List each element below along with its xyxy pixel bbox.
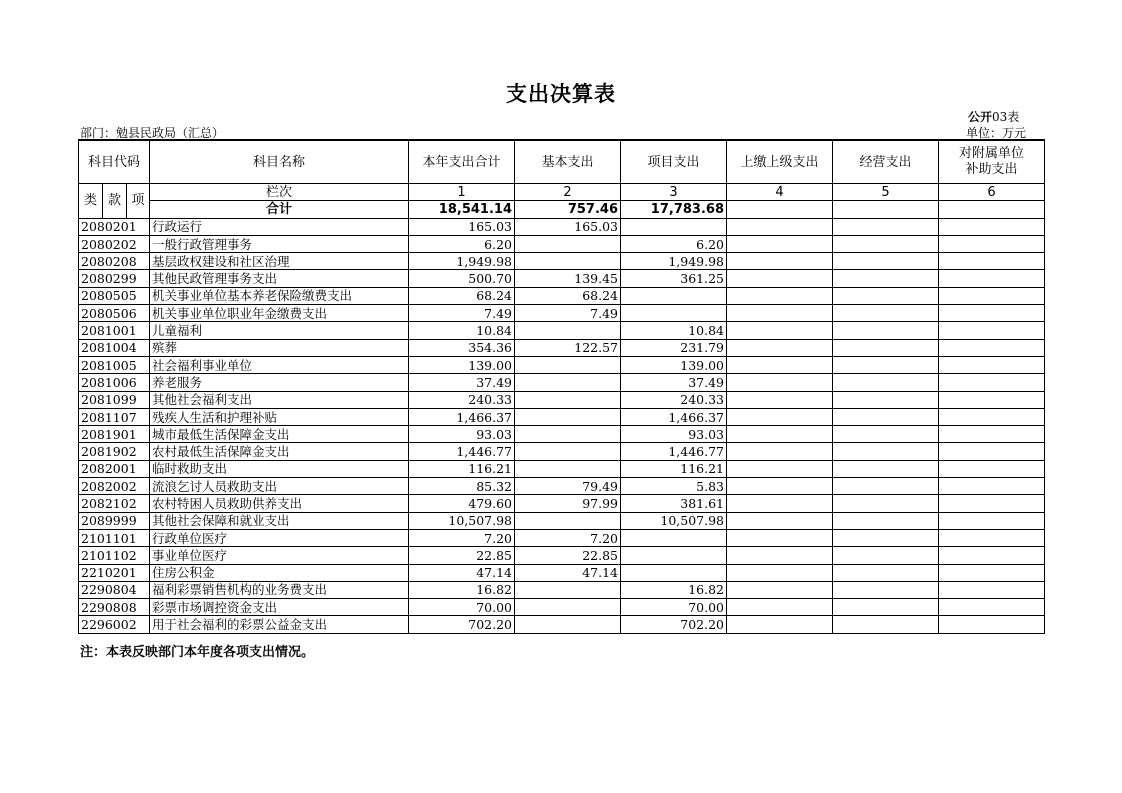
col-index-1: 1 <box>409 184 515 201</box>
row-basic: 139.45 <box>515 270 621 287</box>
row-basic <box>515 443 621 460</box>
row-project: 37.49 <box>621 374 727 391</box>
row-name: 流浪乞讨人员救助支出 <box>150 478 409 495</box>
column-index-row <box>79 184 1045 201</box>
row-project: 93.03 <box>621 426 727 443</box>
row-name: 住房公积金 <box>150 564 409 581</box>
row-subsidy <box>939 460 1045 477</box>
row-total: 354.36 <box>409 339 515 356</box>
col-index-4: 4 <box>727 184 833 201</box>
header-total: 本年支出合计 <box>409 140 515 184</box>
total-upper <box>727 201 833 218</box>
row-subsidy <box>939 235 1045 252</box>
row-subsidy <box>939 287 1045 304</box>
row-business <box>833 581 939 598</box>
row-business <box>833 529 939 546</box>
row-total: 116.21 <box>409 460 515 477</box>
row-project: 116.21 <box>621 460 727 477</box>
col-index-5: 5 <box>833 184 939 201</box>
row-subsidy <box>939 322 1045 339</box>
row-upper <box>727 599 833 616</box>
row-business <box>833 339 939 356</box>
table-row <box>79 478 1045 495</box>
header-business: 经营支出 <box>833 140 939 184</box>
row-code: 2081099 <box>79 391 150 408</box>
row-basic <box>515 356 621 373</box>
row-upper <box>727 478 833 495</box>
row-business <box>833 599 939 616</box>
row-code: 2101102 <box>79 547 150 564</box>
form-number-suffix: 03表 <box>992 110 1020 124</box>
table-row <box>79 495 1045 512</box>
row-business <box>833 426 939 443</box>
row-subsidy <box>939 339 1045 356</box>
row-project: 1,446.77 <box>621 443 727 460</box>
row-subsidy <box>939 356 1045 373</box>
row-code: 2081001 <box>79 322 150 339</box>
row-upper <box>727 235 833 252</box>
header-subsidy <box>939 140 1045 184</box>
header-lanci: 栏次 <box>150 184 409 201</box>
row-name: 一般行政管理事务 <box>150 235 409 252</box>
row-upper <box>727 374 833 391</box>
row-code: 2101101 <box>79 529 150 546</box>
row-business <box>833 460 939 477</box>
row-subsidy <box>939 581 1045 598</box>
row-total: 10.84 <box>409 322 515 339</box>
row-business <box>833 235 939 252</box>
row-basic: 97.99 <box>515 495 621 512</box>
row-subsidy <box>939 443 1045 460</box>
row-upper <box>727 356 833 373</box>
row-upper <box>727 443 833 460</box>
row-name: 行政运行 <box>150 218 409 235</box>
row-business <box>833 356 939 373</box>
row-basic: 22.85 <box>515 547 621 564</box>
row-upper <box>727 287 833 304</box>
total-label: 合计 <box>150 201 409 218</box>
table-body <box>79 218 1045 633</box>
row-basic <box>515 426 621 443</box>
footnote: 注：本表反映部门本年度各项支出情况。 <box>80 645 315 660</box>
row-total: 1,446.77 <box>409 443 515 460</box>
header-basic: 基本支出 <box>515 140 621 184</box>
row-name: 城市最低生活保障金支出 <box>150 426 409 443</box>
row-basic: 122.57 <box>515 339 621 356</box>
row-basic: 47.14 <box>515 564 621 581</box>
row-code: 2080208 <box>79 253 150 270</box>
table-row <box>79 512 1045 529</box>
row-business <box>833 547 939 564</box>
row-subsidy <box>939 564 1045 581</box>
row-name: 残疾人生活和护理补贴 <box>150 408 409 425</box>
row-project <box>621 218 727 235</box>
row-name: 其他社会保障和就业支出 <box>150 512 409 529</box>
row-total: 10,507.98 <box>409 512 515 529</box>
table-row <box>79 235 1045 252</box>
row-business <box>833 564 939 581</box>
row-business <box>833 322 939 339</box>
total-subsidy <box>939 201 1045 218</box>
header-upper: 上缴上级支出 <box>727 140 833 184</box>
row-subsidy <box>939 547 1045 564</box>
row-subsidy <box>939 512 1045 529</box>
row-project: 6.20 <box>621 235 727 252</box>
row-upper <box>727 305 833 322</box>
row-subsidy <box>939 408 1045 425</box>
row-project <box>621 564 727 581</box>
row-total: 6.20 <box>409 235 515 252</box>
row-upper <box>727 581 833 598</box>
row-total: 22.85 <box>409 547 515 564</box>
row-upper <box>727 391 833 408</box>
row-total: 1,949.98 <box>409 253 515 270</box>
row-name: 临时救助支出 <box>150 460 409 477</box>
row-name: 农村最低生活保障金支出 <box>150 443 409 460</box>
row-upper <box>727 547 833 564</box>
row-name: 福利彩票销售机构的业务费支出 <box>150 581 409 598</box>
row-business <box>833 374 939 391</box>
row-upper <box>727 253 833 270</box>
table-row <box>79 599 1045 616</box>
row-subsidy <box>939 478 1045 495</box>
row-basic <box>515 322 621 339</box>
header-lei: 类 <box>79 184 103 219</box>
row-name: 事业单位医疗 <box>150 547 409 564</box>
row-upper <box>727 512 833 529</box>
row-subsidy <box>939 616 1045 633</box>
row-subsidy <box>939 426 1045 443</box>
row-business <box>833 478 939 495</box>
table-row <box>79 426 1045 443</box>
row-total: 1,466.37 <box>409 408 515 425</box>
header-subsidy-line1: 对附属单位 <box>958 146 1024 161</box>
row-name: 机关事业单位职业年金缴费支出 <box>150 305 409 322</box>
table-row <box>79 253 1045 270</box>
row-project: 381.61 <box>621 495 727 512</box>
row-total: 240.33 <box>409 391 515 408</box>
row-basic <box>515 460 621 477</box>
row-total: 68.24 <box>409 287 515 304</box>
total-basic: 757.46 <box>515 201 621 218</box>
row-project: 10.84 <box>621 322 727 339</box>
row-code: 2290808 <box>79 599 150 616</box>
col-index-2: 2 <box>515 184 621 201</box>
table-row <box>79 408 1045 425</box>
table-row <box>79 356 1045 373</box>
row-business <box>833 408 939 425</box>
row-business <box>833 443 939 460</box>
row-total: 165.03 <box>409 218 515 235</box>
row-business <box>833 253 939 270</box>
row-basic: 68.24 <box>515 287 621 304</box>
row-name: 殡葬 <box>150 339 409 356</box>
total-project: 17,783.68 <box>621 201 727 218</box>
row-code: 2089999 <box>79 512 150 529</box>
table-row <box>79 443 1045 460</box>
table-row <box>79 270 1045 287</box>
row-code: 2296002 <box>79 616 150 633</box>
row-project <box>621 529 727 546</box>
row-business <box>833 287 939 304</box>
row-upper <box>727 408 833 425</box>
row-upper <box>727 339 833 356</box>
row-total: 500.70 <box>409 270 515 287</box>
row-project: 1,466.37 <box>621 408 727 425</box>
row-code: 2080299 <box>79 270 150 287</box>
department-label: 部门：勉县民政局（汇总） <box>80 126 225 140</box>
row-total: 479.60 <box>409 495 515 512</box>
row-total: 37.49 <box>409 374 515 391</box>
row-business <box>833 391 939 408</box>
row-subsidy <box>939 253 1045 270</box>
row-name: 社会福利事业单位 <box>150 356 409 373</box>
table-row <box>79 391 1045 408</box>
row-project <box>621 305 727 322</box>
row-project <box>621 287 727 304</box>
row-basic <box>515 253 621 270</box>
table-row <box>79 287 1045 304</box>
row-business <box>833 270 939 287</box>
row-name: 儿童福利 <box>150 322 409 339</box>
row-code: 2080201 <box>79 218 150 235</box>
row-name: 其他社会福利支出 <box>150 391 409 408</box>
row-basic: 7.49 <box>515 305 621 322</box>
table-row <box>79 616 1045 633</box>
row-name: 行政单位医疗 <box>150 529 409 546</box>
table-row <box>79 460 1045 477</box>
row-code: 2290804 <box>79 581 150 598</box>
row-basic <box>515 599 621 616</box>
row-basic <box>515 581 621 598</box>
table-row <box>79 305 1045 322</box>
row-name: 彩票市场调控资金支出 <box>150 599 409 616</box>
row-basic <box>515 408 621 425</box>
row-project: 10,507.98 <box>621 512 727 529</box>
row-code: 2080202 <box>79 235 150 252</box>
row-basic: 79.49 <box>515 478 621 495</box>
total-total: 18,541.14 <box>409 201 515 218</box>
row-upper <box>727 270 833 287</box>
row-total: 16.82 <box>409 581 515 598</box>
row-total: 85.32 <box>409 478 515 495</box>
row-upper <box>727 529 833 546</box>
form-number-prefix: 公开 <box>968 110 993 124</box>
row-project <box>621 547 727 564</box>
table-row <box>79 581 1045 598</box>
unit-label: 单位：万元 <box>966 126 1027 140</box>
row-code: 2081902 <box>79 443 150 460</box>
row-code: 2081006 <box>79 374 150 391</box>
row-name: 基层政权建设和社区治理 <box>150 253 409 270</box>
row-code: 2081107 <box>79 408 150 425</box>
row-name: 农村特困人员救助供养支出 <box>150 495 409 512</box>
table-row <box>79 218 1045 235</box>
row-project: 5.83 <box>621 478 727 495</box>
row-upper <box>727 616 833 633</box>
row-subsidy <box>939 374 1045 391</box>
table-row <box>79 339 1045 356</box>
row-business <box>833 218 939 235</box>
row-subsidy <box>939 495 1045 512</box>
row-business <box>833 616 939 633</box>
row-upper <box>727 322 833 339</box>
row-name: 养老服务 <box>150 374 409 391</box>
row-basic <box>515 616 621 633</box>
row-project: 16.82 <box>621 581 727 598</box>
col-index-3: 3 <box>621 184 727 201</box>
header-code: 科目代码 <box>79 140 150 184</box>
header-project: 项目支出 <box>621 140 727 184</box>
row-upper <box>727 564 833 581</box>
expenditure-table <box>78 139 1045 634</box>
row-name: 用于社会福利的彩票公益金支出 <box>150 616 409 633</box>
row-code: 2210201 <box>79 564 150 581</box>
row-upper <box>727 218 833 235</box>
row-total: 47.14 <box>409 564 515 581</box>
row-total: 702.20 <box>409 616 515 633</box>
header-name: 科目名称 <box>150 140 409 184</box>
row-upper <box>727 495 833 512</box>
row-upper <box>727 460 833 477</box>
row-subsidy <box>939 529 1045 546</box>
table-row <box>79 529 1045 546</box>
row-basic <box>515 235 621 252</box>
row-name: 其他民政管理事务支出 <box>150 270 409 287</box>
row-business <box>833 512 939 529</box>
row-project: 240.33 <box>621 391 727 408</box>
row-name: 机关事业单位基本养老保险缴费支出 <box>150 287 409 304</box>
row-code: 2082102 <box>79 495 150 512</box>
row-subsidy <box>939 218 1045 235</box>
row-code: 2082001 <box>79 460 150 477</box>
row-subsidy <box>939 270 1045 287</box>
row-basic <box>515 374 621 391</box>
page-title: 支出决算表 <box>506 82 616 106</box>
row-basic <box>515 391 621 408</box>
row-project: 231.79 <box>621 339 727 356</box>
row-basic <box>515 512 621 529</box>
row-subsidy <box>939 599 1045 616</box>
col-index-6: 6 <box>939 184 1045 201</box>
row-code: 2082002 <box>79 478 150 495</box>
row-business <box>833 305 939 322</box>
row-code: 2081004 <box>79 339 150 356</box>
row-total: 70.00 <box>409 599 515 616</box>
form-number <box>968 108 1019 125</box>
total-business <box>833 201 939 218</box>
row-total: 139.00 <box>409 356 515 373</box>
row-subsidy <box>939 391 1045 408</box>
total-row <box>79 201 1045 218</box>
row-code: 2081901 <box>79 426 150 443</box>
header-xiang: 项 <box>127 184 150 219</box>
row-total: 7.20 <box>409 529 515 546</box>
row-code: 2080505 <box>79 287 150 304</box>
table-row <box>79 374 1045 391</box>
row-total: 93.03 <box>409 426 515 443</box>
row-basic: 7.20 <box>515 529 621 546</box>
header-subsidy-line2: 补助支出 <box>965 162 1018 177</box>
row-project: 139.00 <box>621 356 727 373</box>
row-subsidy <box>939 305 1045 322</box>
table-row <box>79 564 1045 581</box>
row-project: 361.25 <box>621 270 727 287</box>
row-code: 2081005 <box>79 356 150 373</box>
header-kuan: 款 <box>103 184 127 219</box>
row-business <box>833 495 939 512</box>
row-total: 7.49 <box>409 305 515 322</box>
table-row <box>79 547 1045 564</box>
row-project: 70.00 <box>621 599 727 616</box>
row-upper <box>727 426 833 443</box>
row-project: 1,949.98 <box>621 253 727 270</box>
row-project: 702.20 <box>621 616 727 633</box>
row-basic: 165.03 <box>515 218 621 235</box>
table-row <box>79 322 1045 339</box>
header-row <box>79 140 1045 184</box>
row-code: 2080506 <box>79 305 150 322</box>
